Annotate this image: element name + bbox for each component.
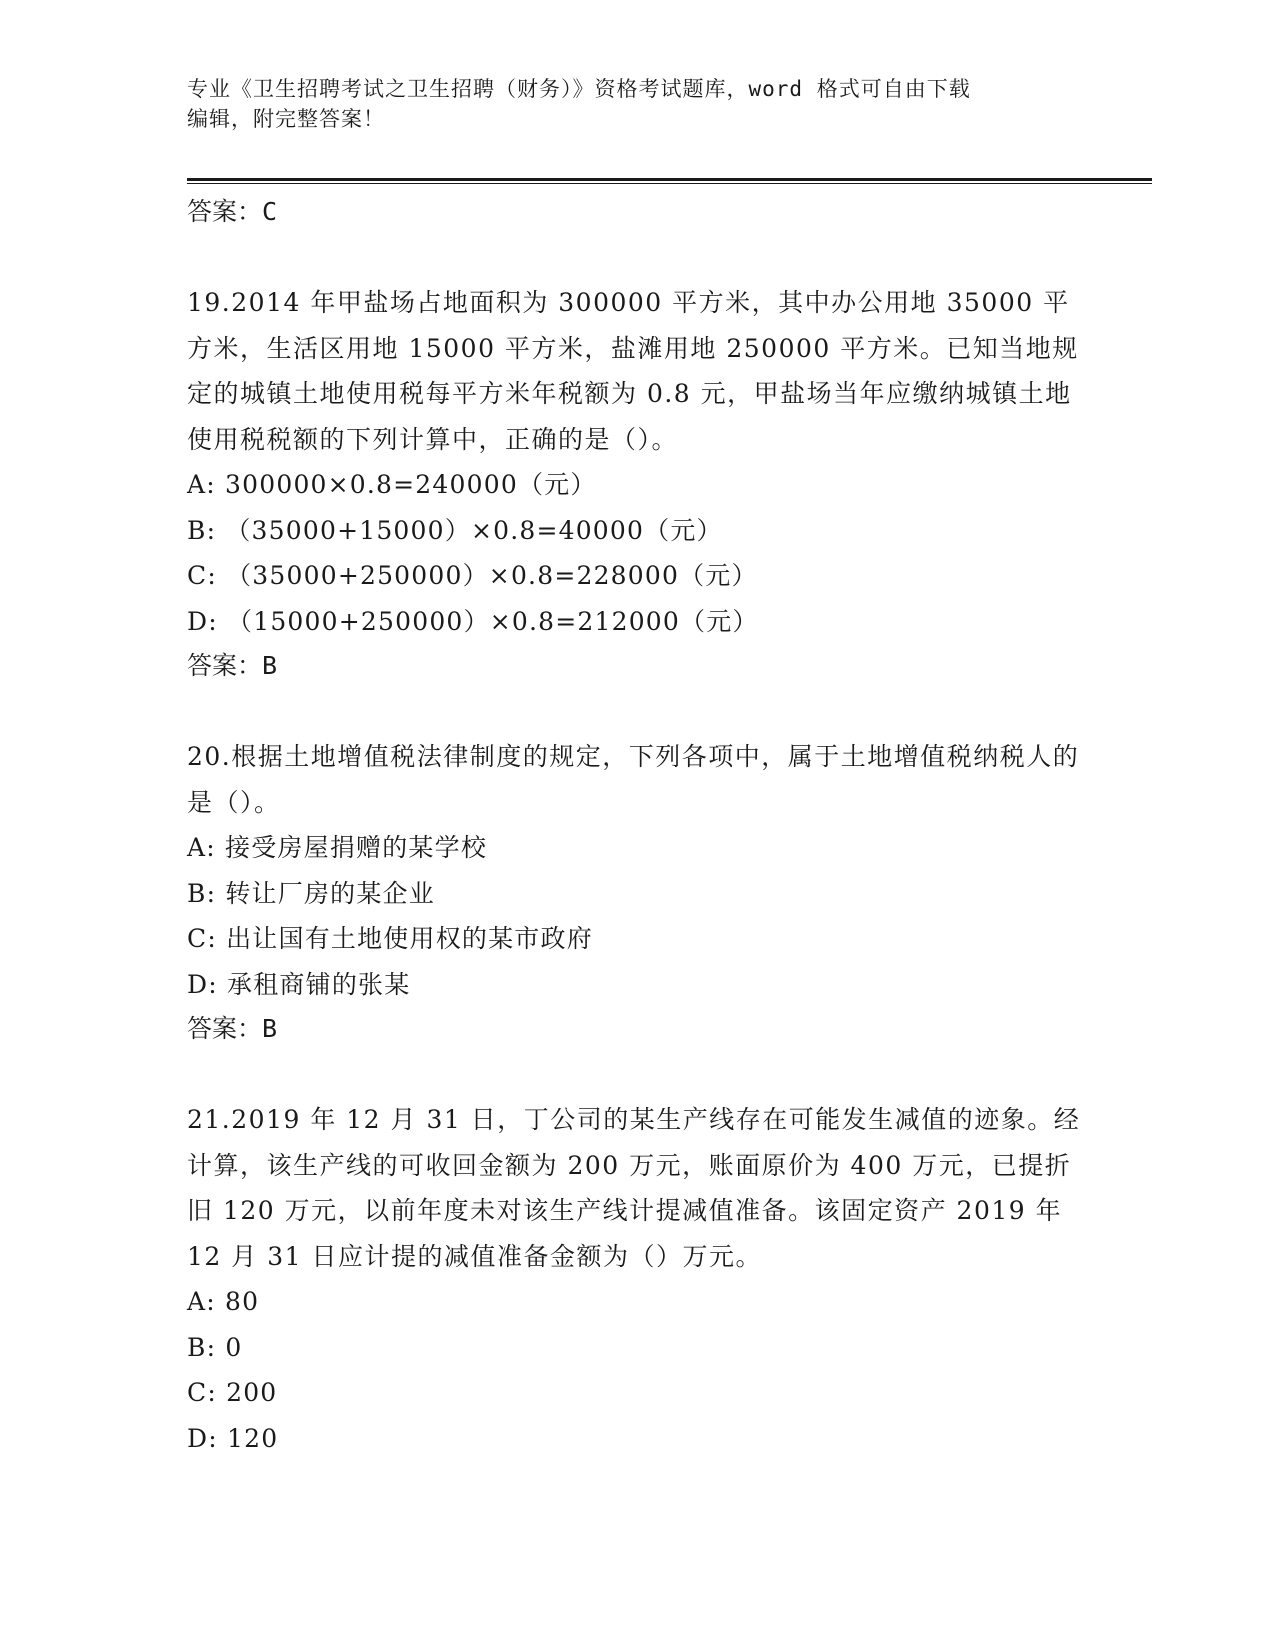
answer-label: 答案：B xyxy=(187,1014,278,1043)
option-d: D: （15000+250000）×0.8=212000（元） xyxy=(187,606,759,636)
option-b: B: 0 xyxy=(187,1332,243,1362)
header-line-1: 专业《卫生招聘考试之卫生招聘（财务）》资格考试题库，word 格式可自由下载 xyxy=(187,77,971,101)
spacer xyxy=(187,234,1087,280)
option-d: D: 120 xyxy=(187,1423,279,1453)
option-b: B: （35000+15000）×0.8=40000（元） xyxy=(187,515,723,545)
header-line-2: 编辑，附完整答案！ xyxy=(187,107,385,131)
option-d: D: 承租商铺的张某 xyxy=(187,969,411,999)
option-b: B: 转让厂房的某企业 xyxy=(187,878,435,908)
answer-label: 答案：B xyxy=(187,651,278,680)
question-item-19 xyxy=(187,280,1087,688)
option-c: C: （35000+250000）×0.8=228000（元） xyxy=(187,561,758,590)
previous-answer: 答案：C xyxy=(187,197,278,226)
question-text: 21.2019 年 12 月 31 日，丁公司的某生产线存在可能发生减值的迹象。经计算，该生产线的可收回金额为 200 万元，账面原价为 400 万元，已提折旧 120 万元，以前年度未对该生产线计提减值准备。该固定资产 2019 年 12 月 31 日应计提的减值准备金额为（）万元。 xyxy=(187,1105,1081,1271)
question-item-21 xyxy=(187,1097,1087,1461)
document-header xyxy=(187,74,1087,134)
option-a: A: 300000×0.8=240000（元） xyxy=(187,470,597,499)
header-divider-thin xyxy=(187,183,1152,184)
option-c: C: 200 xyxy=(187,1378,278,1407)
option-c: C: 出让国有土地使用权的某市政府 xyxy=(187,924,593,953)
option-a: A: 80 xyxy=(187,1287,260,1316)
question-list xyxy=(187,190,1087,1461)
spacer xyxy=(187,1051,1087,1097)
question-text: 19.2014 年甲盐场占地面积为 300000 平方米，其中办公用地 35000 平方米，生活区用地 15000 平方米，盐滩用地 250000 平方米。已知当地规定的城镇土地使用税每平方米年税额为 0.8 元，甲盐场当年应缴纳城镇土地使用税税额的下列计算中，正确的是（）。 xyxy=(187,288,1079,454)
spacer xyxy=(187,688,1087,734)
option-a: A: 接受房屋捐赠的某学校 xyxy=(187,833,488,862)
question-item-20 xyxy=(187,734,1087,1051)
question-text: 20.根据土地增值税法律制度的规定，下列各项中，属于土地增值税纳税人的是（）。 xyxy=(187,742,1080,817)
header-divider-thick xyxy=(187,178,1152,181)
